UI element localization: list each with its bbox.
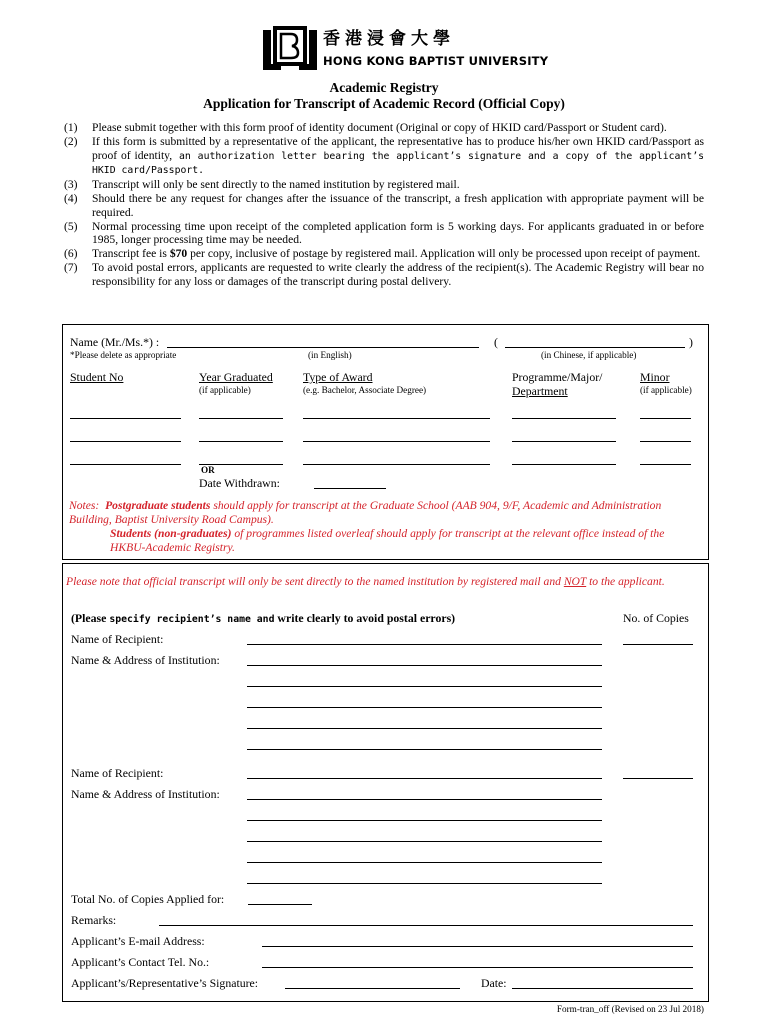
col-student-no: Student No: [70, 370, 124, 384]
programme-field[interactable]: [512, 418, 616, 419]
instruction-item: (4) Should there be any request for changes after the issuance of the transcript, a fresh application with appropriate payment will be required.: [64, 191, 704, 219]
notes-block: Notes: Postgraduate students should apply for transcript at the Graduate School (AAB 904, 9/F, Academic and Administration Building, Baptist University Road Campus). Students (non-graduates) of programmes listed overleaf should apply for transcript at the relevant office instead of the HKBU-Academic Registry.: [69, 499, 665, 554]
recipient-details-section: [62, 563, 709, 1002]
student-no-field[interactable]: [70, 441, 181, 442]
instruction-item: (1) Please submit together with this form proof of identity document (Original or copy of HKID card/Passport or Student card).: [64, 121, 667, 134]
remarks-label: Remarks:: [71, 913, 117, 927]
applicant-details-section: Name (Mr./Ms.*) : ( ) *Please delete as appropriate (in English) (in Chinese, if applicable) Student No Year Graduated (if applicable) Type of Award (e.g. Bachelor, Associate Degree) Programme/Major/ Department Minor (if applicable) OR Date Withdrawn: Notes: Postgraduate students should apply for transcript at the Graduate School (AAB 904, 9/F, Academic and Administration Building, Baptist University Road Campus). Students (non-graduates) of programmes listed overleaf should apply for transcript at the relevant office instead of the HKBU-Academic Registry.: [62, 324, 709, 560]
recipient-name-field[interactable]: [247, 778, 602, 779]
recipient-name-label: Name of Recipient:: [71, 632, 164, 646]
programme-field[interactable]: [512, 464, 616, 465]
minor-field[interactable]: [640, 464, 691, 465]
signature-label: Applicant’s/Representative’s Signature:: [71, 976, 259, 990]
student-no-field[interactable]: [70, 464, 181, 465]
university-chinese-name: 香港浸會大學: [323, 29, 455, 49]
col-type-of-award: Type of Award: [303, 370, 373, 384]
no-of-copies-header: No. of Copies: [623, 611, 689, 625]
registry-heading: Academic Registry: [329, 80, 439, 95]
institution-address-field[interactable]: [247, 686, 602, 687]
institution-address-field[interactable]: [247, 749, 602, 750]
institution-address-field[interactable]: [247, 665, 602, 666]
institution-address-field[interactable]: [247, 799, 602, 800]
instructions-list: [64, 121, 704, 289]
copies-field[interactable]: [623, 644, 693, 645]
page-title: Application for Transcript of Academic Record (Official Copy): [203, 96, 565, 111]
minor-field[interactable]: [640, 418, 691, 419]
remarks-field[interactable]: [159, 925, 693, 926]
recipient-name-label: Name of Recipient:: [71, 766, 164, 780]
institution-address-field[interactable]: [247, 728, 602, 729]
total-copies-label: Total No. of Copies Applied for:: [71, 892, 225, 906]
institution-address-field[interactable]: [247, 820, 602, 821]
instruction-item: (6) Transcript fee is $70 per copy, inclusive of postage by registered mail. Application will only be processed upon receipt of payment.: [64, 247, 701, 261]
year-graduated-field[interactable]: [199, 441, 283, 442]
instruction-item: (5) Normal processing time upon receipt of the completed application form is 5 working days. For applicants graduated in or before 1985, longer processing time may be needed.: [64, 219, 704, 247]
name-label: Name (Mr./Ms.*) :: [70, 335, 160, 349]
institution-address-field[interactable]: [247, 841, 602, 842]
institution-address-field[interactable]: [247, 883, 602, 884]
type-of-award-field[interactable]: [303, 441, 490, 442]
tel-field[interactable]: [262, 967, 693, 968]
student-no-field[interactable]: [70, 418, 181, 419]
date-withdrawn-label: Date Withdrawn:: [199, 476, 280, 490]
name-chinese-field[interactable]: [505, 347, 685, 348]
university-english-name: HONG KONG BAPTIST UNIVERSITY: [323, 54, 549, 68]
date-field[interactable]: [512, 988, 693, 989]
hkbu-shield-icon: [261, 24, 319, 72]
university-logo: [261, 24, 549, 74]
signature-field[interactable]: [285, 988, 460, 989]
specify-instruction: (Please specify recipient’s name and write clearly to avoid postal errors): [71, 611, 456, 625]
institution-address-field[interactable]: [247, 707, 602, 708]
col-minor: Minor: [640, 370, 670, 384]
recipient-name-field[interactable]: [247, 644, 602, 645]
delete-note: *Please delete as appropriate: [70, 350, 177, 360]
instruction-item: (7) To avoid postal errors, applicants are requested to write clearly the address of the recipient(s). The Academic Registry will bear no responsibility for any loss or damages of the transcript during postal delivery.: [64, 260, 704, 288]
col-programme: Programme/Major/: [512, 370, 603, 384]
instruction-item: (3) Transcript will only be sent directly to the named institution by registered mail.: [64, 178, 460, 192]
name-english-field[interactable]: [167, 347, 479, 348]
email-field[interactable]: [262, 946, 693, 947]
minor-field[interactable]: [640, 441, 691, 442]
delivery-warning: Please note that official transcript will only be sent directly to the named institution by registered mail and NOT to the applicant.: [66, 575, 665, 588]
type-of-award-field[interactable]: [303, 418, 490, 419]
institution-address-field[interactable]: [247, 862, 602, 863]
instruction-item: (2) If this form is submitted by a representative of the applicant, the representative has to produce his/her own HKID card/Passport as proof of identity, an authorization letter bearing the applicant’s signature and a copy of the applicant’s HKID card/Passport.: [64, 134, 704, 177]
type-of-award-field[interactable]: [303, 464, 490, 465]
date-withdrawn-field[interactable]: [314, 488, 386, 489]
date-label: Date:: [481, 976, 507, 990]
copies-field[interactable]: [623, 778, 693, 779]
institution-label: Name & Address of Institution:: [71, 653, 220, 667]
or-label: OR: [201, 465, 215, 475]
year-graduated-field[interactable]: [199, 418, 283, 419]
form-code: Form-tran_off (Revised on 23 Jul 2018): [556, 1004, 704, 1014]
tel-label: Applicant’s Contact Tel. No.:: [71, 955, 210, 969]
institution-label: Name & Address of Institution:: [71, 787, 220, 801]
total-copies-field[interactable]: [248, 904, 312, 905]
col-year-graduated: Year Graduated: [199, 370, 273, 384]
programme-field[interactable]: [512, 441, 616, 442]
email-label: Applicant’s E-mail Address:: [71, 934, 205, 948]
